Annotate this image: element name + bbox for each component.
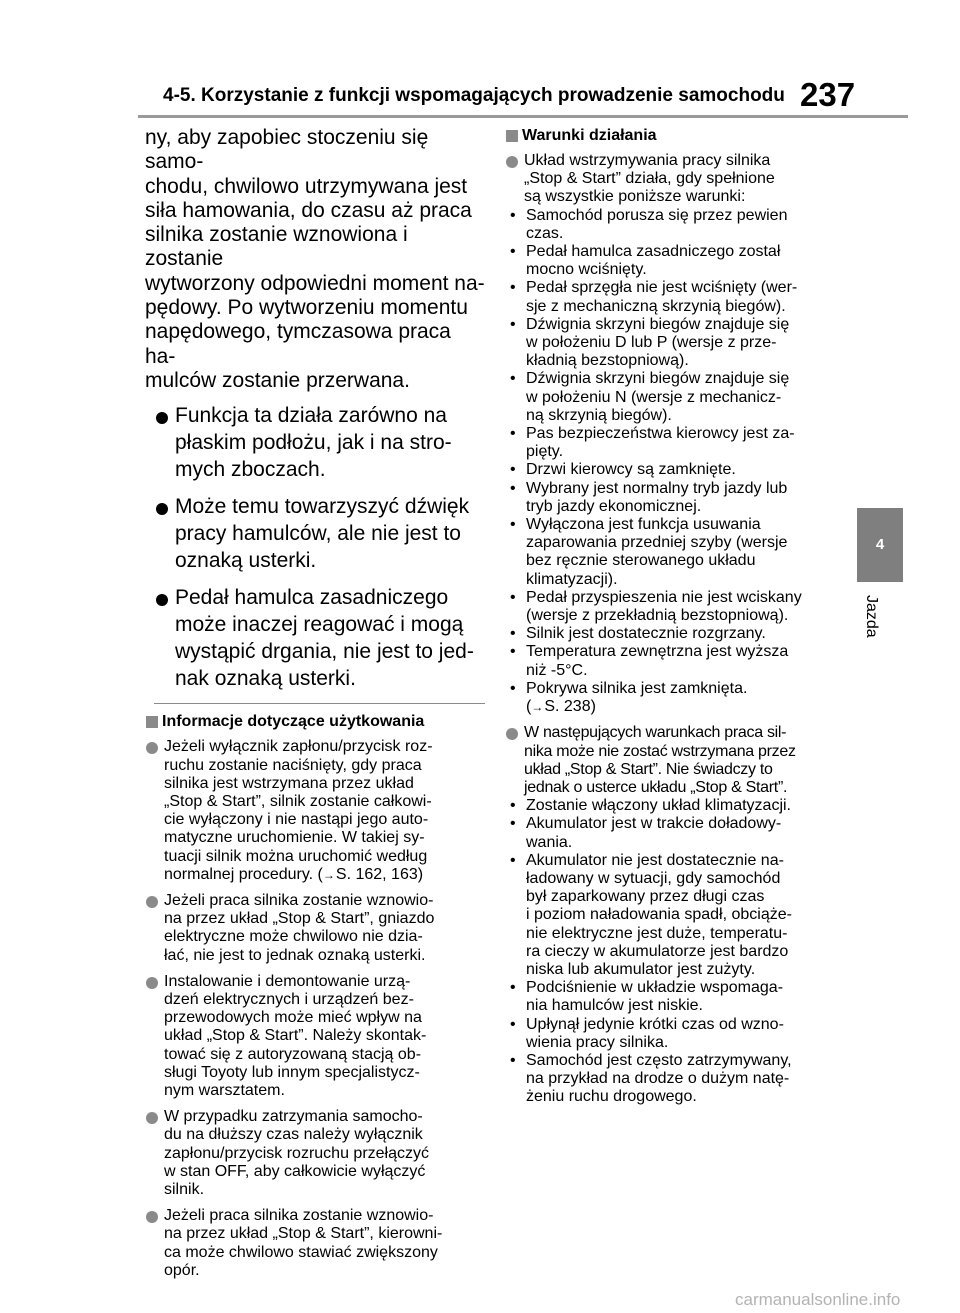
text-line: Jeżeli praca silnika zostanie wznowio- xyxy=(164,1207,434,1225)
list-item: • Wyłączona jest funkcja usuwania zaparowania przedniej szyby (wersje bez ręcznie sterowanego układu klimatyzacji). xyxy=(510,516,788,588)
list-item: • Pedał hamulca zasadniczego został mocno wciśnięty. xyxy=(510,243,781,279)
text-line: chodu, chwilowo utrzymywana jest xyxy=(145,174,468,198)
intro-paragraph xyxy=(145,126,485,393)
text-line: pędowy. Po wytworzeniu momentu xyxy=(145,296,468,320)
text-line: jednak o usterce układu „Stop & Start”. xyxy=(524,778,788,796)
circle-bullet-icon xyxy=(146,1211,158,1223)
text-line: dzeń elektrycznych i urządzeń bez- xyxy=(164,990,414,1008)
text-line: sługi Toyoty lub innym specjalistycz- xyxy=(164,1063,420,1081)
text-line: pracy hamulców, ale nie jest to xyxy=(175,522,461,546)
text-line: Jeżeli wyłącznik zapłonu/przycisk roz- xyxy=(164,738,433,756)
text-line: tować się z autoryzowaną stacją ob- xyxy=(164,1045,422,1063)
text-line: nym warsztatem. xyxy=(164,1081,285,1099)
text-line: du na dłuższy czas należy wyłącznik xyxy=(164,1126,423,1144)
text-line: W następujących warunkach praca sil- xyxy=(524,724,787,742)
text-line: normalnej procedury. (→S. 162, 163) xyxy=(164,865,424,883)
list-item: • Silnik jest dostatecznie rozgrzany. xyxy=(510,625,766,643)
bullet-icon: • xyxy=(510,425,516,443)
watermark: carmanualsonline.info xyxy=(735,1290,901,1309)
text-line: silnika zostanie wznowiona i zostanie xyxy=(145,223,408,271)
text-line: może inaczej reagować i mogą xyxy=(175,613,464,637)
list-item: • Akumulator nie jest dostatecznie na- ładowany w sytuacji, gdy samochód był zaparkowany przez długi czas i poziom naładowania spadł, obciąże- nie elektryczne jest duże, temperatu- ra cieczy w akumulatorze jest bardzo niska lub akumulator jest zużyty. xyxy=(510,851,792,978)
list-item: • Drzwi kierowcy są zamknięte. xyxy=(510,461,736,479)
conditions-list xyxy=(505,207,835,717)
text-line: napędowego, tymczasowa praca ha- xyxy=(145,320,451,368)
square-bullet-icon xyxy=(506,130,518,142)
text-line: W przypadku zatrzymania samocho- xyxy=(164,1108,423,1126)
bullet-icon: • xyxy=(510,851,516,869)
list-item: • Podciśnienie w układzie wspomaga- nia hamulców jest niskie. xyxy=(510,979,784,1015)
info-note xyxy=(505,724,835,797)
bullet-icon: • xyxy=(510,1051,516,1069)
circle-bullet-icon xyxy=(146,977,158,989)
text-line: Instalowanie i demontowanie urzą- xyxy=(164,972,411,990)
text-line: opór. xyxy=(164,1261,200,1279)
list-item: • Pedał przyspieszenia nie jest wciskany (wersje z przekładnią bezstopniową). xyxy=(510,588,802,625)
text-line: nika może nie zostać wstrzymana przez xyxy=(524,742,796,760)
bullet-item xyxy=(145,494,485,574)
bullet-icon: • xyxy=(510,243,516,261)
chapter-number: 4 xyxy=(875,536,885,553)
list-item: • Dźwignia skrzyni biegów znajduje się w położeniu D lub P (wersje z prze- kładnią bezstopniową). xyxy=(510,315,790,370)
bullet-icon: • xyxy=(510,815,516,833)
text-line: układ „Stop & Start”. Nie świadczy to xyxy=(524,760,773,778)
text-line: Funkcja ta działa zarówno na xyxy=(175,404,447,428)
exceptions-list xyxy=(505,797,835,1106)
text-line: ca może chwilowo stawiać zwiększony xyxy=(164,1243,438,1261)
page-number: 237 xyxy=(800,76,856,113)
bullet-icon: • xyxy=(510,979,516,997)
list-item: • Pedał sprzęgła nie jest wciśnięty (wer- sje z mechaniczną skrzynią biegów). xyxy=(510,279,798,315)
circle-bullet-icon xyxy=(146,1112,158,1124)
bullet-icon: • xyxy=(510,315,516,333)
text-line: Może temu towarzyszyć dźwięk xyxy=(175,495,470,519)
list-item: • Pokrywa silnika jest zamknięta. (→S. 238) xyxy=(510,679,748,716)
header-divider xyxy=(138,115,908,118)
arrow-right-icon: → xyxy=(531,700,544,715)
text-line: silnika jest wstrzymana przez układ xyxy=(164,774,414,792)
text-line: płaskim podłożu, jak i na stro- xyxy=(175,430,452,454)
text-line: siła hamowania, do czasu aż praca xyxy=(145,198,472,222)
text-line: nak oznaką usterki. xyxy=(175,666,356,690)
text-line: układ „Stop & Start”. Należy skontak- xyxy=(164,1027,427,1045)
text-line: mulców zostanie przerwana. xyxy=(145,368,410,392)
info-note xyxy=(145,1207,485,1280)
list-item: • Zostanie włączony układ klimatyzacji. xyxy=(510,797,791,815)
bullet-item xyxy=(145,585,485,692)
info-note xyxy=(145,973,485,1100)
right-column xyxy=(505,126,835,1107)
bullet-list xyxy=(145,403,485,692)
text-line: wystąpić drgania, nie jest to jed- xyxy=(175,639,474,663)
text-line: łać, nie jest to jednak oznaką usterki. xyxy=(164,946,426,964)
chapter-tab[interactable] xyxy=(857,508,903,582)
text-line: Pedał hamulca zasadniczego xyxy=(175,586,449,610)
circle-bullet-icon xyxy=(506,728,518,740)
text-line: mych zboczach. xyxy=(175,457,326,481)
text-line: matyczne uruchomienie. W takiej sy- xyxy=(164,829,425,847)
bullet-icon: • xyxy=(510,279,516,297)
text-line: przewodowych może mieć wpływ na xyxy=(164,1009,422,1027)
bullet-icon: • xyxy=(510,625,516,643)
text-line: Układ wstrzymywania pracy silnika xyxy=(524,152,771,169)
text-line: „Stop & Start”, silnik zostanie całkowi- xyxy=(164,792,432,810)
list-item: • Pas bezpieczeństwa kierowcy jest za- pięty. xyxy=(510,425,795,461)
list-item: • Wybrany jest normalny tryb jazdy lub tryb jazdy ekonomicznej. xyxy=(510,479,788,515)
list-item: • Dźwignia skrzyni biegów znajduje się w położeniu N (wersje z mechanicz- ną skrzynią biegów). xyxy=(510,370,790,424)
info-note xyxy=(505,152,835,207)
info-note xyxy=(145,1108,485,1199)
text-line: w stan OFF, aby całkowicie wyłączyć xyxy=(164,1162,426,1180)
left-column xyxy=(145,126,485,1288)
bullet-item xyxy=(145,403,485,483)
bullet-icon: • xyxy=(510,679,516,697)
bullet-dot-icon xyxy=(156,412,168,424)
list-item: • Akumulator jest w trakcie doładowy- wania. xyxy=(510,815,782,851)
text-line: cie wyłączony i nie nastąpi jego auto- xyxy=(164,811,429,829)
text-line: tuacji silnik można uruchomić według xyxy=(164,847,428,865)
text-line: oznaką usterki. xyxy=(175,548,317,572)
bullet-dot-icon xyxy=(156,594,168,606)
text-line: na przez układ „Stop & Start”, kierowni- xyxy=(164,1225,443,1243)
bullet-icon: • xyxy=(510,516,516,534)
text-line: zapłonu/przycisk rozruchu przełączyć xyxy=(164,1144,429,1162)
info-note xyxy=(145,738,485,884)
text-line: na przez układ „Stop & Start”, gniazdo xyxy=(164,910,435,928)
list-item: • Samochód porusza się przez pewien czas. xyxy=(510,206,788,242)
bullet-icon: • xyxy=(510,588,516,606)
bullet-icon: • xyxy=(510,797,516,815)
bullet-icon: • xyxy=(510,370,516,388)
section-heading-operating-conditions: Warunki działania xyxy=(505,126,835,146)
circle-bullet-icon xyxy=(146,742,158,754)
text-line: „Stop & Start” działa, gdy spełnione xyxy=(524,170,775,188)
chapter-label: Jazda xyxy=(863,595,880,638)
bullet-icon: • xyxy=(510,643,516,661)
text-line: ny, aby zapobiec stoczeniu się samo- xyxy=(145,126,429,174)
page-reference[interactable]: S. 162, 163) xyxy=(335,865,424,883)
text-line: ruchu zostanie naciśnięty, gdy praca xyxy=(164,756,422,774)
page-reference[interactable]: S. 238) xyxy=(544,698,596,716)
text-line: silnik. xyxy=(164,1180,205,1198)
list-item: • Samochód jest często zatrzymywany, na przykład na drodze o dużym natę- żeniu ruchu drogowego. xyxy=(510,1051,792,1106)
text-line: wytworzony odpowiedni moment na- xyxy=(145,271,485,295)
bullet-icon: • xyxy=(510,206,516,224)
info-note xyxy=(145,892,485,965)
list-item: • Temperatura zewnętrzna jest wyższa niż -5°C. xyxy=(510,643,789,679)
text-line: Jeżeli praca silnika zostanie wznowio- xyxy=(164,891,434,909)
bullet-icon: • xyxy=(510,461,516,479)
bullet-icon: • xyxy=(510,1015,516,1033)
square-bullet-icon xyxy=(146,716,158,728)
text-line: są wszystkie poniższe warunki: xyxy=(524,188,746,206)
running-header: 4-5. Korzystanie z funkcji wspomagających prowadzenie samochodu xyxy=(163,85,785,106)
list-item: • Upłynął jedynie krótki czas od wzno- wienia pracy silnika. xyxy=(510,1015,784,1051)
section-divider xyxy=(154,703,485,704)
arrow-right-icon: → xyxy=(322,867,335,882)
section-heading-usage: Informacje dotyczące użytkowania xyxy=(145,712,485,732)
circle-bullet-icon xyxy=(506,156,518,168)
bullet-icon: • xyxy=(510,479,516,497)
bullet-dot-icon xyxy=(156,503,168,515)
text-line: elektryczne może chwilowo nie dzia- xyxy=(164,928,423,946)
circle-bullet-icon xyxy=(146,896,158,908)
